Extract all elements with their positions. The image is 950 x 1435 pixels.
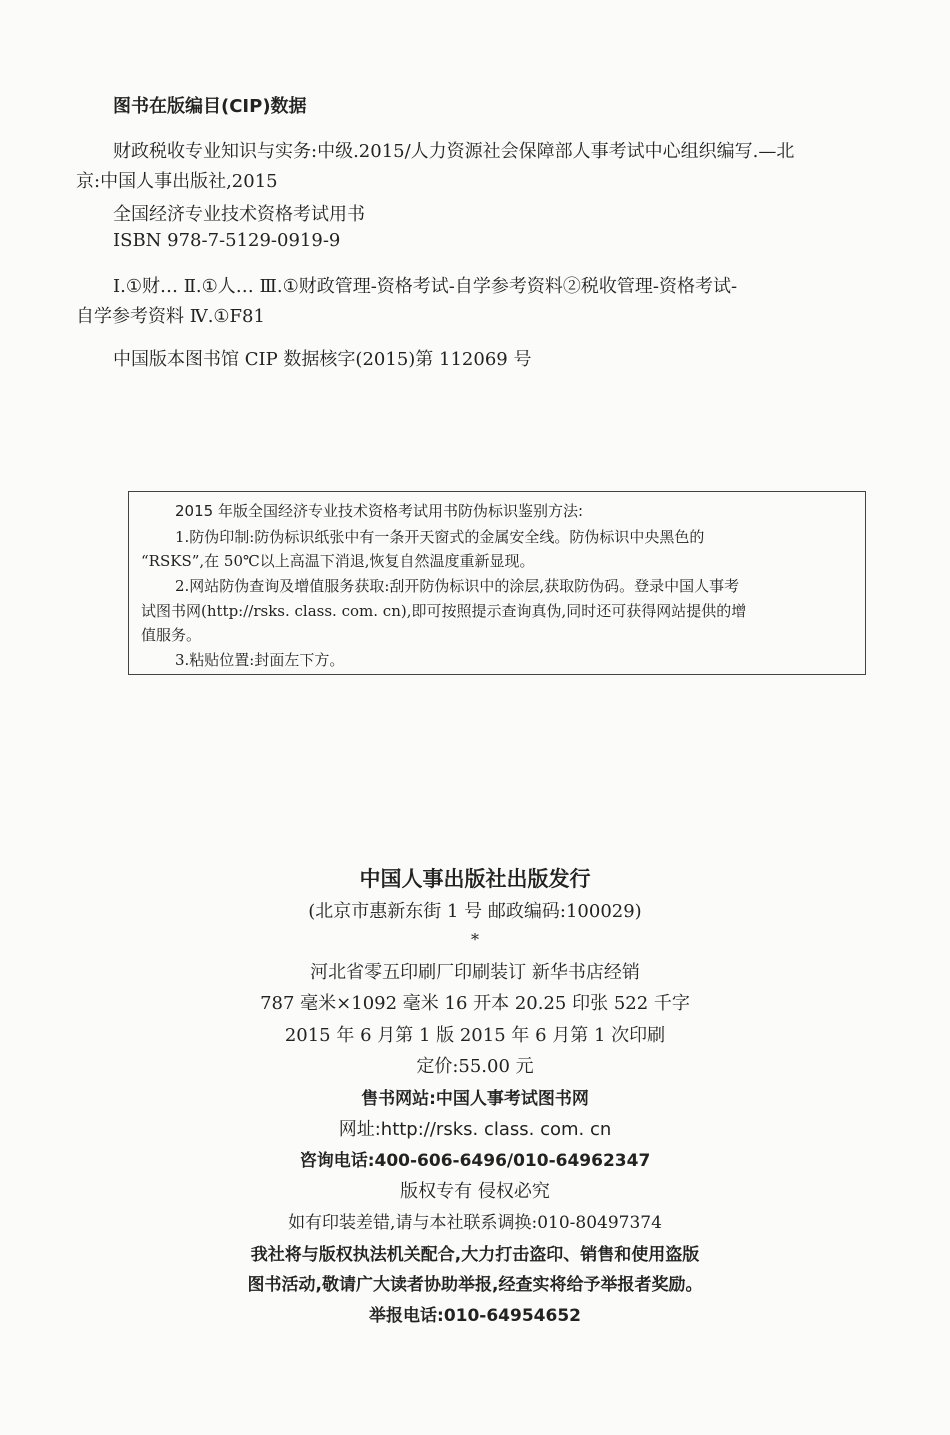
anti-fake-p1-line2: “RSKS”,在 50℃以上高温下消退,恢复自然温度重新显现。 [141, 552, 535, 570]
cip-isbn: ISBN 978-7-5129-0919-9 [113, 230, 341, 251]
anti-fake-box [128, 491, 866, 675]
website-label: 售书网站:中国人事考试图书网 [361, 1089, 589, 1109]
website-url: 网址:http://rsks. class. com. cn [338, 1119, 612, 1140]
cip-line-2: 京:中国人事出版社,2015 [76, 171, 278, 192]
consult-phone: 咨询电话:400-606-6496/010-64962347 [299, 1151, 651, 1171]
piracy-notice-1: 我社将与版权执法机关配合,大力打击盗印、销售和使用盗版 [250, 1245, 700, 1265]
copyright-notice: 版权专有 侵权必究 [400, 1181, 550, 1202]
anti-fake-p3: 3.粘贴位置:封面左下方。 [175, 651, 345, 669]
cip-subjects-2: 自学参考资料 Ⅳ.①F81 [76, 306, 265, 327]
cip-series: 全国经济专业技术资格考试用书 [113, 204, 365, 225]
publisher-address: (北京市惠新东街 1 号 邮政编码:100029) [308, 901, 642, 922]
separator-star: * [471, 930, 479, 949]
cip-title: 图书在版编目(CIP)数据 [113, 96, 307, 117]
publisher-name: 中国人事出版社出版发行 [359, 867, 591, 891]
report-phone: 举报电话:010-64954652 [369, 1306, 581, 1326]
anti-fake-p2-line2: 试图书网(http://rsks. class. com. cn),即可按照提示查询真伪,同时还可获得网站提供的增 [141, 602, 747, 620]
printer-info: 河北省零五印刷厂印刷装订 新华书店经销 [310, 962, 640, 983]
anti-fake-p2-line3: 值服务。 [141, 626, 202, 644]
cip-line-1: 财政税收专业知识与实务:中级.2015/人力资源社会保障部人事考试中心组织编写.—北 [113, 141, 795, 162]
anti-fake-title: 2015 年版全国经济专业技术资格考试用书防伪标识鉴别方法: [175, 502, 583, 520]
anti-fake-p2-line1: 2.网站防伪查询及增值服务获取:刮开防伪标识中的涂层,获取防伪码。登录中国人事考 [175, 577, 740, 595]
piracy-notice-2: 图书活动,敬请广大读者协助举报,经查实将给予举报者奖励。 [247, 1275, 703, 1295]
edition-info: 2015 年 6 月第 1 版 2015 年 6 月第 1 次印刷 [284, 1025, 666, 1046]
anti-fake-p1-line1: 1.防伪印制:防伪标识纸张中有一条开天窗式的金属安全线。防伪标识中央黑色的 [175, 528, 705, 546]
cip-number: 中国版本图书馆 CIP 数据核字(2015)第 112069 号 [113, 349, 532, 370]
cip-subjects-1: Ⅰ.①财… Ⅱ.①人… Ⅲ.①财政管理-资格考试-自学参考资料②税收管理-资格考试- [113, 276, 738, 297]
price: 定价:55.00 元 [416, 1056, 534, 1077]
format-info: 787 毫米×1092 毫米 16 开本 20.25 印张 522 千字 [260, 993, 690, 1014]
defect-notice: 如有印装差错,请与本社联系调换:010-80497374 [288, 1213, 662, 1233]
